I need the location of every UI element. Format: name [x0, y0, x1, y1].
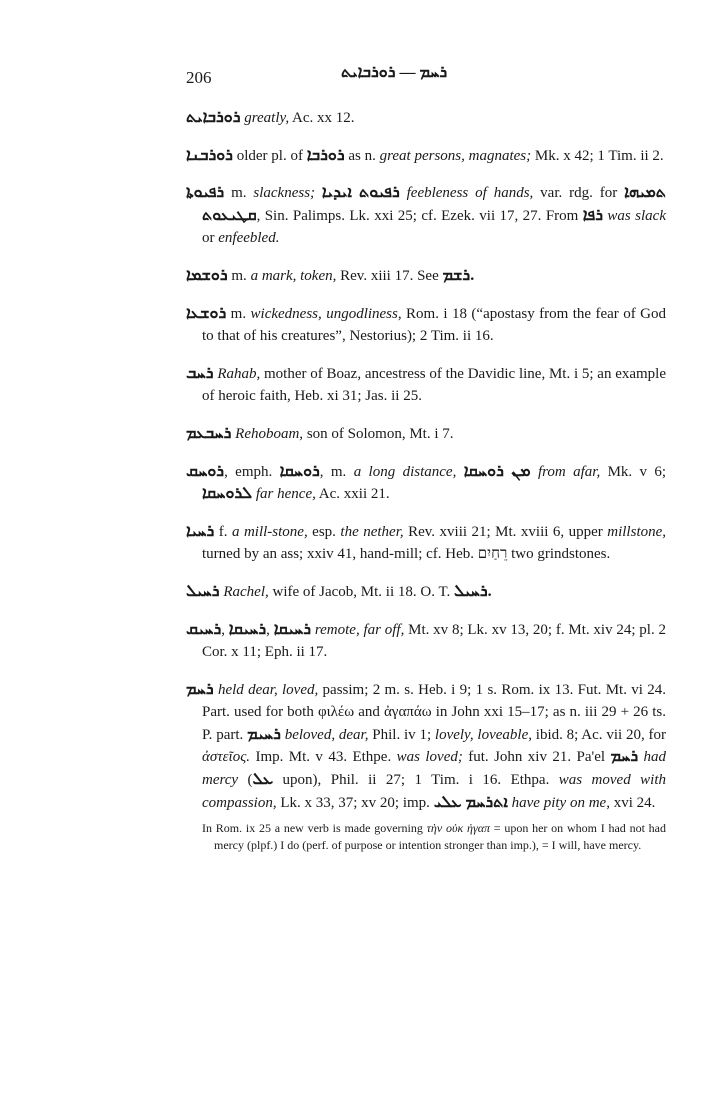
- entry-rahiq: ܪܚܝܩ, ܪܚܝܩܐ, ܪܚܝܩܐ remote, far off, Mt. xv 8; Lk. xv 13, 20; f. Mt. xiv 24; pl. 2 Cor. x 11; Eph. ii 17.: [186, 620, 666, 661]
- headword: ܪܘܫܡܐ: [186, 266, 228, 284]
- headword: ܪܦܝܘܬܐ: [186, 184, 225, 202]
- entry-rahya: ܪܚܝܐ f. a mill-stone, esp. the nether, Rev. xviii 21; Mt. xviii 6, upper millstone, turned by an ass; xxiv 41, hand-mill; cf. Heb. רֵחַיִם two grindstones.: [186, 522, 667, 563]
- headword: ܪܚܒܥܡ: [186, 424, 232, 442]
- dictionary-page: [186, 62, 666, 866]
- entry-rushaa: ܪܘܫܥܐ m. wickedness, ungodliness, Rom. i 18 (“apostasy from the fear of God to that of his creatures”, Nestorius); 2 Tim. ii 16.: [186, 304, 666, 345]
- entry-rafyutha: ܪܦܝܘܬܐ m. slackness; ܪܦܝܘܬ ܐܝܕܝܐ feebleness of hands, var. rdg. for ܬܡܝܗܐ ܩܛܝܥܘܬ, Sin. Palimps. Lk. xxi 25; cf. Ezek. vii 17, 27. From ܪܦܐ was slack or enfeebled.: [186, 184, 667, 247]
- entry-ruhqa: ܪܘܚܩ, emph. ܪܘܚܩܐ, m. a long distance, ܡܢ ܪܘܚܩܐ from afar, Mk. v 6; ܠܪܘܚܩܐ far hence, Ac. xxii 21.: [186, 462, 667, 503]
- page-number: 206: [186, 68, 212, 87]
- headword: ܪܚܝܐ: [186, 522, 215, 540]
- entry-rachel: ܪܚܝܠ Rachel, wife of Jacob, Mt. ii 18. O. T. ܪܚܝܠ.: [186, 582, 492, 600]
- entry-rushma: ܪܘܫܡܐ m. a mark, token, Rev. xiii 17. See ܪܫܡ.: [186, 266, 475, 284]
- headword: ܪܘܪܒܢܐ: [186, 146, 233, 164]
- headword: ܪܘܚܩ: [186, 462, 225, 480]
- footnote: In Rom. ix 25 a new verb is made governing τὴν οὐκ ἠγαπ = upon her on whom I had not had mercy (plpf.) I do (perf. of purpose or intention stronger than imp.), = I will, have mercy.: [202, 821, 666, 853]
- headword: ܪܚܒ: [186, 364, 214, 382]
- page-header: [186, 62, 666, 92]
- headword: ܪܚܡ: [186, 680, 214, 698]
- running-head: ܪܚܡ — ܪܘܪܒܐܝܬ: [341, 64, 448, 81]
- entry-rawrbane: ܪܘܪܒܢܐ older pl. of ܪܘܪܒܐ as n. great persons, magnates; Mk. x 42; 1 Tim. ii 2.: [186, 146, 664, 164]
- headword: ܪܘܫܥܐ: [186, 304, 227, 322]
- entry-rawrbayt: ܪܘܪܒܐܝܬ greatly, Ac. xx 12.: [186, 109, 355, 126]
- entry-rham: ܪܚܡ held dear, loved, passim; 2 m. s. Heb. i 9; 1 s. Rom. ix 13. Fut. Mt. vi 24. Part. used for both φιλέω and ἀγαπάω in John xxi 15–17; as n. iii 29 + 26 ts. P. part. ܪܚܝܡ beloved, dear, Phil. iv 1; lovely, loveable, ibid. 8; Ac. vii 20, for ἀστεῖος. Imp. Mt. v 43. Ethpe. was loved; fut. John xiv 21. Pa'el ܪܚܡ had mercy (ܥܠ upon), Phil. ii 27; 1 Tim. i 16. Ethpa. was moved with compassion, Lk. x 33, 37; xv 20; imp. ܐܬܪܚܡ ܥܠܝ have pity on me, xvi 24.: [186, 680, 667, 811]
- entry-rehoboam: ܪܚܒܥܡ Rehoboam, son of Solomon, Mt. i 7.: [186, 424, 454, 442]
- entry-rahab: ܪܚܒ Rahab, mother of Boaz, ancestress of the Davidic line, Mt. i 5; an example of heroic faith, Heb. xi 31; Jas. ii 25.: [186, 364, 667, 405]
- headword: ܪܚܝܩ: [186, 620, 222, 638]
- headword: ܪܘܪܒܐܝܬ: [186, 109, 241, 126]
- headword: ܪܚܝܠ: [186, 582, 220, 600]
